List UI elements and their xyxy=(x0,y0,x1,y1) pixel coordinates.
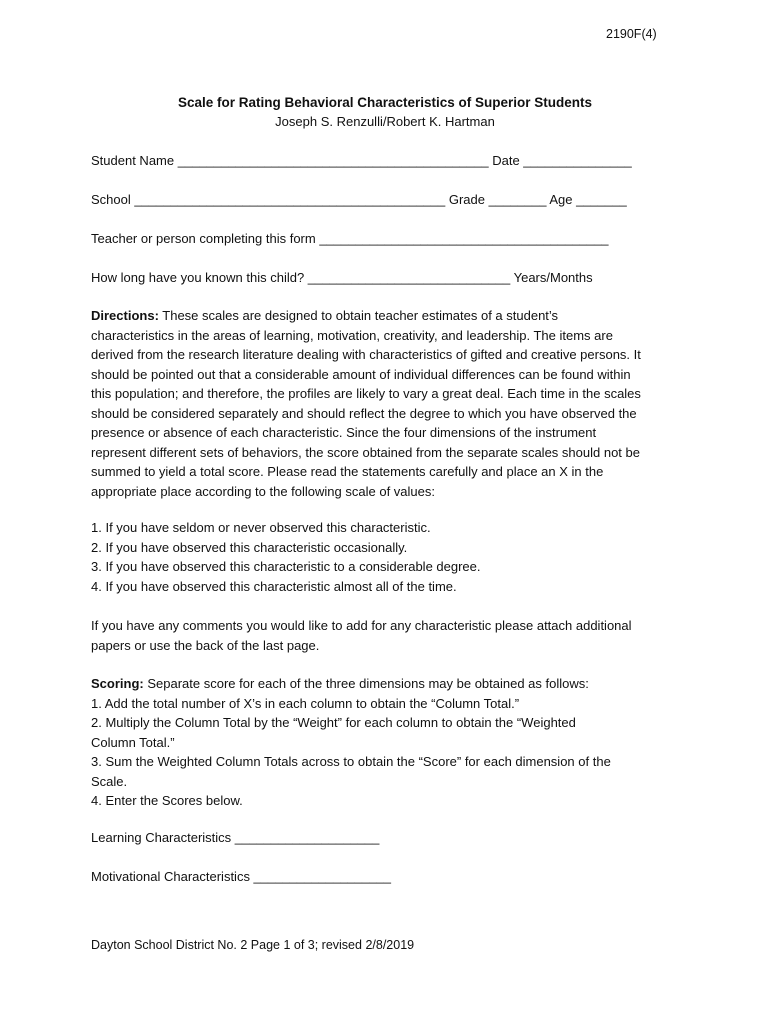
scoring-line: 3. Sum the Weighted Column Totals across to obtain the “Score” for each dimension of the xyxy=(91,754,611,769)
student-name-date-field[interactable]: Student Name ___________________________________________ Date _______________ xyxy=(91,153,632,168)
directions-line: summed to yield a total score. Please read the statements carefully and place an X in the xyxy=(91,464,604,479)
scoring-paragraph xyxy=(91,674,681,811)
page-footer: Dayton School District No. 2 Page 1 of 3; revised 2/8/2019 xyxy=(91,938,415,952)
directions-label: Directions: xyxy=(91,308,159,323)
directions-line: These scales are designed to obtain teacher estimates of a student’s xyxy=(158,308,559,323)
directions-line: should be pointed out that a considerable amount of individual differences can be found within xyxy=(91,366,631,382)
scale-value-item: 4. If you have observed this characteristic almost all of the time. xyxy=(91,578,457,594)
teacher-field[interactable]: Teacher or person completing this form ________________________________________ xyxy=(91,231,609,246)
directions-line: characteristics in the areas of learning, motivation, creativity, and leadership. The items are xyxy=(91,327,613,343)
directions-line: appropriate place according to the following scale of values: xyxy=(91,483,435,499)
scale-value-item: 2. If you have observed this characteristic occasionally. xyxy=(91,539,408,555)
comments-paragraph xyxy=(91,616,681,655)
directions-paragraph xyxy=(91,306,681,501)
directions-line: presence or absence of each characteristic. Since the four dimensions of the instrument xyxy=(91,425,597,440)
form-id: 2190F(4) xyxy=(606,27,657,41)
scoring-line: 1. Add the total number of X’s in each column to obtain the “Column Total.” xyxy=(91,695,520,711)
scoring-line: 2. Multiply the Column Total by the “Weight” for each column to obtain the “Weighted xyxy=(91,715,576,730)
comments-line: If you have any comments you would like to add for any characteristic please attach additional xyxy=(91,618,632,633)
directions-line: represent different sets of behaviors, the score obtained from the separate scales should not be xyxy=(91,444,640,460)
comments-line: papers or use the back of the last page. xyxy=(91,637,320,653)
school-grade-age-field[interactable]: School ___________________________________________ Grade ________ Age _______ xyxy=(91,192,627,207)
directions-line: derived from the research literature dealing with characteristics of gifted and creative persons. It xyxy=(91,347,641,362)
document-title: Scale for Rating Behavioral Characteristics of Superior Students xyxy=(177,95,593,110)
directions-line: this population; and therefore, the profiles are likely to vary a great deal. Each time in the scales xyxy=(91,386,641,401)
scale-value-item: 1. If you have seldom or never observed this characteristic. xyxy=(91,520,431,535)
scoring-line: 4. Enter the Scores below. xyxy=(91,793,243,808)
directions-line: should be considered separately and should reflect the degree to which you have observed the xyxy=(91,405,637,421)
scoring-line: Scale. xyxy=(91,773,128,789)
scoring-line: Column Total.” xyxy=(91,734,175,750)
motivational-score-field[interactable]: Motivational Characteristics ___________________ xyxy=(91,869,391,884)
document-authors: Joseph S. Renzulli/Robert K. Hartman xyxy=(275,114,495,129)
scoring-label: Scoring: xyxy=(91,676,144,691)
learning-score-field[interactable]: Learning Characteristics ____________________ xyxy=(91,830,380,845)
scoring-line: Separate score for each of the three dimensions may be obtained as follows: xyxy=(143,676,589,691)
scale-values-list xyxy=(91,518,681,596)
known-duration-field[interactable]: How long have you known this child? ____________________________ Years/Months xyxy=(91,270,593,285)
scale-value-item: 3. If you have observed this characteristic to a considerable degree. xyxy=(91,559,481,574)
